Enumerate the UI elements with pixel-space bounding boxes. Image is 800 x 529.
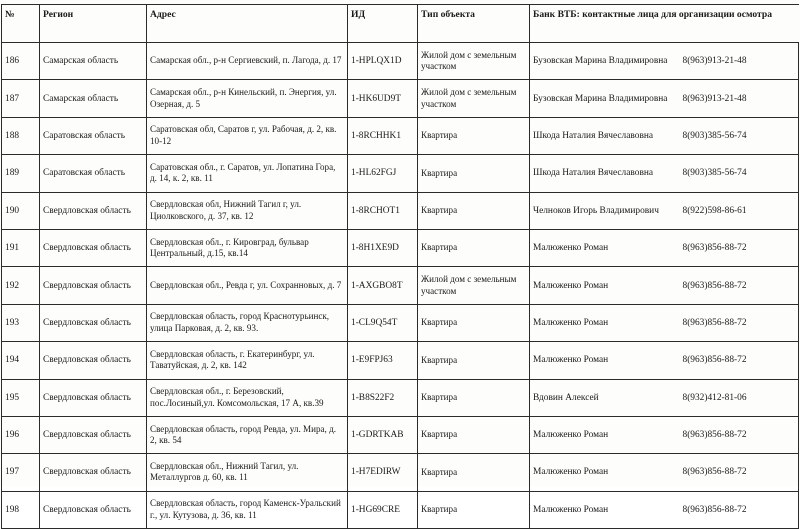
object-type-cell: Квартира (418, 304, 530, 341)
region-cell: Свердловская область (40, 491, 147, 528)
contact-name-cell: Вдовин Алексей (530, 379, 680, 416)
table-row (2, 491, 799, 528)
row-number: 197 (2, 454, 40, 491)
header-id: ИД (348, 5, 418, 43)
header-address: Адрес (147, 5, 348, 43)
object-id-cell: 1-8RCHOT1 (348, 192, 418, 229)
table-row (2, 80, 799, 117)
address-cell: Свердловская область, город Краснотурьинск, улица Парковая, д. 2, кв. 93. (147, 304, 348, 341)
object-type-cell: Жилой дом с земельным участком (418, 43, 530, 80)
contact-phone-cell: 8(903)385-56-74 (680, 117, 799, 154)
row-number: 191 (2, 229, 40, 266)
header-num: № (2, 5, 40, 43)
object-type-cell: Квартира (418, 192, 530, 229)
object-type-cell: Жилой дом с земельным участком (418, 267, 530, 304)
contact-phone-cell: 8(963)913-21-48 (680, 80, 799, 117)
header-contact: Банк ВТБ: контактные лица для организации осмотра (530, 5, 799, 43)
object-id-cell: 1-B8S22F2 (348, 379, 418, 416)
row-number: 198 (2, 491, 40, 528)
contact-phone-cell: 8(963)856-88-72 (680, 304, 799, 341)
contact-name-cell: Шкода Наталия Вячеславовна (530, 117, 680, 154)
table-row (2, 43, 799, 80)
region-cell: Свердловская область (40, 454, 147, 491)
table-row (2, 117, 799, 154)
region-cell: Свердловская область (40, 379, 147, 416)
region-cell: Саратовская область (40, 155, 147, 192)
region-cell: Свердловская область (40, 304, 147, 341)
contact-name-cell: Малюженко Роман (530, 229, 680, 266)
object-id-cell: 1-HL62FGJ (348, 155, 418, 192)
contact-name-cell: Бузовская Марина Владимировна (530, 80, 680, 117)
row-number: 194 (2, 342, 40, 379)
row-number: 187 (2, 80, 40, 117)
table-row (2, 192, 799, 229)
contact-name-cell: Малюженко Роман (530, 416, 680, 453)
row-number: 190 (2, 192, 40, 229)
contact-phone-cell: 8(963)913-21-48 (680, 43, 799, 80)
table-body (2, 43, 799, 529)
header-region: Регион (40, 5, 147, 43)
table-row (2, 379, 799, 416)
contact-phone-cell: 8(963)856-88-72 (680, 491, 799, 528)
contact-phone-cell: 8(922)598-86-61 (680, 192, 799, 229)
contact-phone-cell: 8(932)412-81-06 (680, 379, 799, 416)
address-cell: Саратовская обл., г. Саратов, ул. Лопатина Гора, д. 14, к. 2, кв. 11 (147, 155, 348, 192)
row-number: 186 (2, 43, 40, 80)
object-type-cell: Квартира (418, 229, 530, 266)
object-id-cell: 1-8RCHHK1 (348, 117, 418, 154)
contact-phone-cell: 8(903)385-56-74 (680, 155, 799, 192)
row-number: 192 (2, 267, 40, 304)
table-row (2, 229, 799, 266)
region-cell: Свердловская область (40, 267, 147, 304)
row-number: 189 (2, 155, 40, 192)
table-row (2, 416, 799, 453)
address-cell: Самарская обл., р-н Кинельский, п. Энергия, ул. Озерная, д. 5 (147, 80, 348, 117)
table-row (2, 155, 799, 192)
object-type-cell: Жилой дом с земельным участком (418, 80, 530, 117)
table-row (2, 342, 799, 379)
contact-name-cell: Малюженко Роман (530, 491, 680, 528)
contact-phone-cell: 8(963)856-88-72 (680, 342, 799, 379)
contact-phone-cell: 8(963)856-88-72 (680, 229, 799, 266)
contact-name-cell: Малюженко Роман (530, 342, 680, 379)
address-cell: Свердловская область, город Ревда, ул. Мира, д. 2, кв. 54 (147, 416, 348, 453)
object-type-cell: Квартира (418, 491, 530, 528)
contact-name-cell: Шкода Наталия Вячеславовна (530, 155, 680, 192)
region-cell: Самарская область (40, 80, 147, 117)
region-cell: Свердловская область (40, 192, 147, 229)
table-row (2, 267, 799, 304)
contact-name-cell: Малюженко Роман (530, 454, 680, 491)
address-cell: Свердловская обл., г. Кировград, бульвар Центральный, д.15, кв.14 (147, 229, 348, 266)
row-number: 196 (2, 416, 40, 453)
contact-name-cell: Малюженко Роман (530, 304, 680, 341)
object-id-cell: 1-HPLQX1D (348, 43, 418, 80)
property-table (1, 4, 799, 529)
contact-phone-cell: 8(963)856-88-72 (680, 267, 799, 304)
object-type-cell: Квартира (418, 117, 530, 154)
object-type-cell: Квартира (418, 155, 530, 192)
object-type-cell: Квартира (418, 416, 530, 453)
contact-phone-cell: 8(963)856-88-72 (680, 416, 799, 453)
region-cell: Свердловская область (40, 229, 147, 266)
contact-name-cell: Челноков Игорь Владимирович (530, 192, 680, 229)
object-id-cell: 1-8H1XE9D (348, 229, 418, 266)
header-type: Тип объекта (418, 5, 530, 43)
row-number: 188 (2, 117, 40, 154)
region-cell: Саратовская область (40, 117, 147, 154)
object-type-cell: Квартира (418, 342, 530, 379)
row-number: 193 (2, 304, 40, 341)
address-cell: Свердловская область, город Каменск-Уральский г., ул. Кутузова, д. 36, кв. 11 (147, 491, 348, 528)
object-id-cell: 1-HK6UD9T (348, 80, 418, 117)
contact-name-cell: Бузовская Марина Владимировна (530, 43, 680, 80)
address-cell: Свердловская обл., Нижний Тагил, ул. Металлургов д. 60, кв. 11 (147, 454, 348, 491)
object-id-cell: 1-CL9Q54T (348, 304, 418, 341)
table-header-row (2, 5, 799, 43)
address-cell: Свердловская обл., Ревда г, ул. Сохранновых, д. 7 (147, 267, 348, 304)
object-id-cell: 1-GDRTKAB (348, 416, 418, 453)
address-cell: Саратовская обл, Саратов г, ул. Рабочая, д. 2, кв. 10-12 (147, 117, 348, 154)
contact-phone-cell: 8(963)856-88-72 (680, 454, 799, 491)
region-cell: Самарская область (40, 43, 147, 80)
object-type-cell: Квартира (418, 379, 530, 416)
address-cell: Свердловская область, г. Екатеринбург, ул. Таватуйская, д. 2, кв. 142 (147, 342, 348, 379)
object-type-cell: Квартира (418, 454, 530, 491)
object-id-cell: 1-H7EDIRW (348, 454, 418, 491)
object-id-cell: 1-HG69CRE (348, 491, 418, 528)
address-cell: Свердловская обл., г. Березовский, пос.Лосиный,ул. Комсомольская, 17 А, кв.39 (147, 379, 348, 416)
address-cell: Свердловская обл, Нижний Тагил г, ул. Циолковского, д. 37, кв. 12 (147, 192, 348, 229)
row-number: 195 (2, 379, 40, 416)
address-cell: Самарская обл., р-н Сергиевский, п. Лагода, д. 17 (147, 43, 348, 80)
region-cell: Свердловская область (40, 416, 147, 453)
object-id-cell: 1-AXGBO8T (348, 267, 418, 304)
object-id-cell: 1-E9FPJ63 (348, 342, 418, 379)
contact-name-cell: Малюженко Роман (530, 267, 680, 304)
region-cell: Свердловская область (40, 342, 147, 379)
table-row (2, 304, 799, 341)
